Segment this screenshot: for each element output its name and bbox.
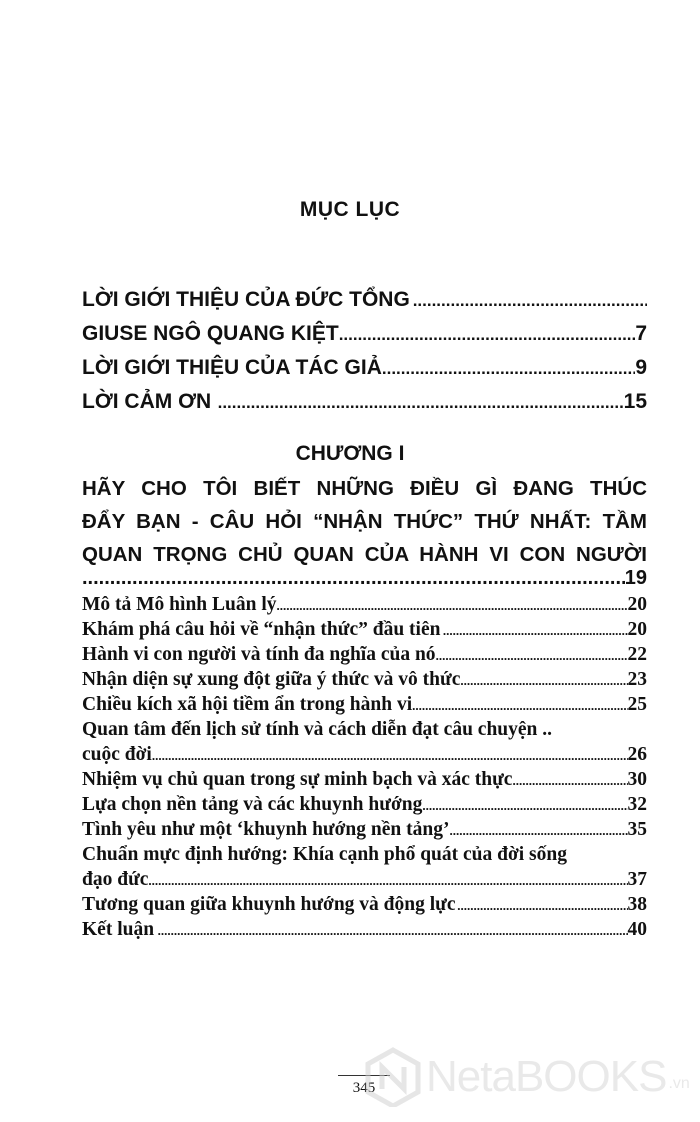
toc-entry[interactable]: [82, 817, 647, 842]
toc-entry-text: Kết luận: [82, 919, 155, 940]
toc-entry-page: 20: [627, 594, 647, 615]
chapter-title-line: HÃY CHO TÔI BIẾT NHỮNG ĐIỀU GÌ ĐANG THÚC: [82, 477, 647, 500]
dot-leader: [277, 593, 628, 617]
toc-entry-page: 25: [627, 694, 647, 715]
watermark: [364, 1046, 690, 1108]
toc-entry-page: 22: [627, 644, 647, 665]
toc-entry-text: đạo đức: [82, 869, 149, 890]
dot-leader: [457, 893, 627, 917]
page-title: MỤC LỤC: [299, 198, 401, 221]
toc-entry-text: Tương quan giữa khuynh hướng và động lực: [82, 894, 456, 915]
chapter-title[interactable]: [82, 472, 647, 571]
dot-leader: [436, 643, 628, 667]
toc-entry-text: Quan tâm đến lịch sử tính và cách diễn đạt câu chuyện ..: [82, 719, 553, 740]
toc-entry-page: 37: [627, 869, 647, 890]
toc-entry[interactable]: [82, 867, 647, 892]
chapter-page: 19: [624, 567, 647, 589]
toc-entry-text: LỜI GIỚI THIỆU CỦA ĐỨC TỔNG: [82, 288, 410, 311]
toc-entry-page: 30: [627, 769, 647, 790]
toc-entry[interactable]: [82, 617, 647, 642]
dot-leader: [82, 565, 625, 591]
toc-entry-text: LỜI CẢM ƠN: [82, 390, 212, 413]
toc-entry[interactable]: [82, 742, 647, 767]
toc-entry-page: 9: [635, 356, 647, 379]
chapter-page-line: [82, 565, 647, 591]
toc-entry-text: LỜI GIỚI THIỆU CỦA TÁC GIẢ: [82, 356, 382, 379]
dot-leader: [422, 793, 627, 817]
front-matter-list: [82, 283, 647, 419]
toc-entry-continued[interactable]: [82, 717, 647, 742]
watermark-brand: NetaBOOKS: [426, 1052, 667, 1101]
toc-entry-text: Chuẩn mực định hướng: Khía cạnh phổ quát của đời sống: [82, 844, 567, 865]
dot-leader: [512, 768, 627, 792]
toc-entry-page: 38: [627, 894, 647, 915]
toc-entry-page: 7: [635, 322, 647, 345]
dot-leader: [449, 818, 627, 842]
toc-entry[interactable]: [82, 642, 647, 667]
toc-entry-text: Khám phá câu hỏi về “nhận thức” đầu tiên: [82, 619, 441, 640]
dot-leader: [152, 743, 628, 767]
toc-entry[interactable]: [82, 283, 647, 317]
dot-leader: [339, 318, 636, 351]
toc-entry-page: 40: [627, 919, 647, 940]
toc-entry-text: Tình yêu như một ‘khuynh hướng nền tảng’: [82, 819, 450, 840]
dot-leader: [148, 868, 627, 892]
chapter-title-line: QUAN TRỌNG CHỦ QUAN CỦA HÀNH VI CON NGƯỜI: [82, 543, 647, 566]
chapter-label: CHƯƠNG I: [295, 442, 405, 465]
toc-entry[interactable]: [82, 385, 647, 419]
toc-entry-page: 23: [627, 669, 647, 690]
toc-entry-page: 32: [627, 794, 647, 815]
toc-entry-continued[interactable]: [82, 842, 647, 867]
toc-entry[interactable]: [82, 767, 647, 792]
dot-leader: [460, 668, 627, 692]
toc-entry[interactable]: [82, 317, 647, 351]
toc-entry[interactable]: [82, 792, 647, 817]
dot-leader: [412, 693, 627, 717]
toc-entry-page: 35: [627, 819, 647, 840]
toc-entry-page: 20: [627, 619, 647, 640]
page-number: 345: [352, 1080, 376, 1096]
dot-leader: [443, 618, 628, 642]
toc-entry[interactable]: [82, 917, 647, 942]
toc-entry[interactable]: [82, 351, 647, 385]
dot-leader: [218, 386, 624, 419]
toc-entry-text: Nhiệm vụ chủ quan trong sự minh bạch và xác thực: [82, 769, 513, 790]
toc-entry-text: Nhận diện sự xung đột giữa ý thức và vô thức: [82, 669, 461, 690]
section-list: [82, 592, 647, 942]
toc-entry-text: cuộc đời: [82, 744, 152, 765]
toc-entry-text: Hành vi con người và tính đa nghĩa của nó: [82, 644, 436, 665]
toc-entry[interactable]: [82, 892, 647, 917]
dot-leader: [382, 352, 635, 385]
toc-entry[interactable]: [82, 592, 647, 617]
toc-entry-page: 26: [627, 744, 647, 765]
toc-entry[interactable]: [82, 692, 647, 717]
netabooks-logo-icon: [364, 1047, 422, 1107]
toc-entry[interactable]: [82, 667, 647, 692]
toc-entry-text: Lựa chọn nền tảng và các khuynh hướng: [82, 794, 423, 815]
dot-leader: [158, 918, 628, 942]
toc-entry-text: GIUSE NGÔ QUANG KIỆT: [82, 322, 339, 345]
toc-entry-text: Mô tả Mô hình Luân lý: [82, 594, 277, 615]
toc-entry-text: Chiều kích xã hội tiềm ẩn trong hành vi: [82, 694, 413, 715]
chapter-title-line: ĐẨY BẠN - CÂU HỎI “NHẬN THỨC” THỨ NHẤT: TẦM: [82, 510, 647, 533]
dot-leader: [413, 284, 647, 317]
toc-entry-page: 15: [623, 390, 647, 413]
watermark-suffix: .vn: [668, 1075, 690, 1092]
